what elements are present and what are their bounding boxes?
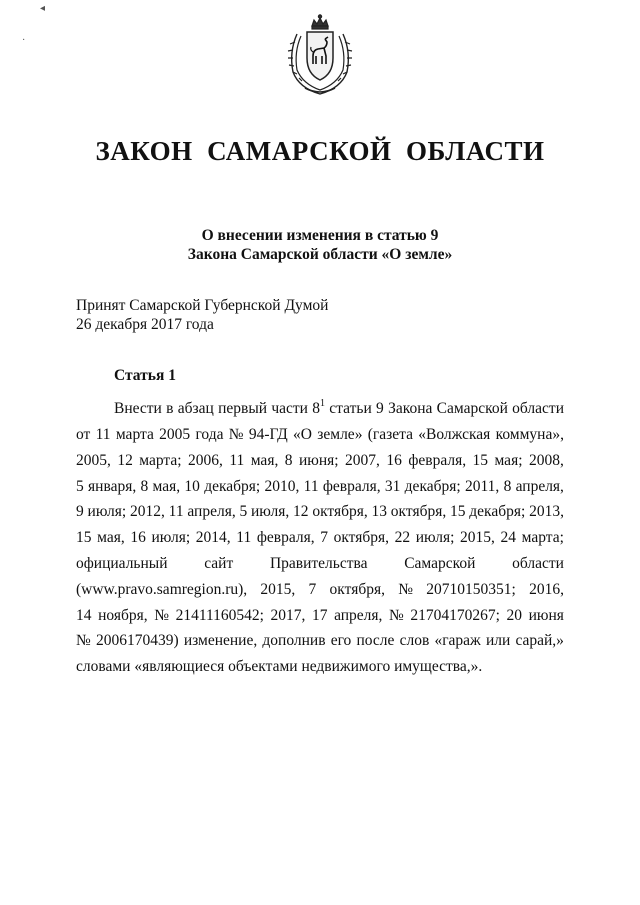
article-word: после: [356, 632, 395, 650]
article-line: [76, 448, 564, 474]
scan-speck: ·: [22, 35, 26, 46]
article-word: 11: [236, 529, 252, 547]
article-word: мая,: [152, 477, 181, 495]
article-word: июля;: [87, 503, 127, 521]
article-word: 11: [303, 477, 319, 495]
article-word: 9: [76, 503, 84, 521]
article-word: 20710150351;: [426, 580, 516, 598]
article-word: №: [228, 425, 244, 443]
article-word: октября,: [333, 529, 389, 547]
article-word: 21704170267;: [410, 606, 500, 624]
superscript: 1: [320, 398, 325, 409]
article-word: 8: [503, 477, 512, 495]
article-line: [76, 603, 564, 629]
article-word: октября,: [329, 580, 385, 598]
article-word: 2012,: [129, 503, 165, 521]
article-word: (www.pravo.samregion.ru),: [76, 580, 248, 598]
article-word: 5: [239, 503, 248, 521]
law-subject: [0, 226, 640, 264]
article-line: [76, 551, 564, 577]
article-line: [76, 499, 564, 525]
law-title: ЗАКОН САМАРСКОЙ ОБЛАСТИ: [95, 136, 545, 166]
article-word: 17: [312, 606, 328, 624]
article-word: 7: [308, 580, 317, 598]
article-word: 2015,: [460, 529, 495, 547]
article-word: 7: [320, 529, 328, 547]
article-word: 8: [140, 477, 149, 495]
article-word: 14: [76, 606, 92, 624]
article-word: марта;: [139, 451, 182, 469]
article-line: [76, 525, 564, 551]
law-subject-line: Закона Самарской области «О земле»: [187, 246, 453, 263]
article-word: 21411160542;: [175, 606, 264, 624]
scan-speck: ◂: [40, 3, 46, 14]
article-line: [76, 392, 564, 422]
adoption-body: Принят Самарской Губернской Думой: [76, 297, 329, 314]
article-word: 2015,: [260, 580, 296, 598]
article-word: «О: [293, 425, 312, 443]
article-word: ноября,: [98, 606, 148, 624]
article-word: апреля,: [515, 477, 564, 495]
article-word: от: [76, 425, 91, 443]
article-word: декабря;: [204, 477, 261, 495]
article-word: июля;: [151, 529, 191, 547]
article-word: декабря;: [404, 477, 461, 495]
article-word: января,: [88, 477, 137, 495]
article-word: 11: [229, 451, 245, 469]
article-line: [76, 474, 564, 500]
article-word: мая,: [97, 529, 125, 547]
article-word: 2005,: [76, 451, 111, 469]
article-word: июня;: [298, 451, 339, 469]
article-word: «гараж: [434, 632, 481, 650]
article-word: 24: [500, 529, 517, 547]
adoption-date: 26 декабря 2017 года: [76, 316, 214, 333]
article-word: 2005: [159, 425, 191, 443]
article-word: 2006,: [188, 451, 223, 469]
article-word: марта: [115, 425, 154, 443]
article-word: 2017,: [270, 606, 306, 624]
article-word: (газета: [367, 425, 413, 443]
article-word: №: [389, 606, 404, 624]
article-word: мая;: [494, 451, 523, 469]
article-word: февраля,: [408, 451, 467, 469]
article-word: Правительства: [269, 554, 368, 572]
article-word: декабря;: [469, 503, 526, 521]
article-word: 2008,: [528, 451, 564, 469]
article-word: сайт: [204, 554, 234, 572]
article-word: 8: [284, 451, 293, 469]
article-word: 15: [450, 503, 466, 521]
article-word: дополнив: [262, 632, 326, 650]
article-word: 2010,: [264, 477, 300, 495]
article-word: 2007,: [345, 451, 380, 469]
article-word: или: [485, 632, 511, 650]
article-word: 22: [394, 529, 411, 547]
article-word: июня: [528, 606, 564, 624]
article-word: 2006170439): [95, 632, 179, 650]
article-word: 2014,: [195, 529, 231, 547]
article-word: апреля,: [187, 503, 236, 521]
article-word: 2011,: [464, 477, 500, 495]
article-word: 10: [184, 477, 200, 495]
article-word: 12: [293, 503, 309, 521]
article-word: сарай,»: [515, 632, 564, 650]
coat-of-arms-icon: [277, 12, 363, 98]
article-word: 11: [168, 503, 184, 521]
article-word: года: [195, 425, 224, 443]
law-subject-line: О внесении изменения в статью 9: [201, 227, 439, 244]
article-word: Самарской: [404, 554, 476, 572]
article-word: 16: [386, 451, 402, 469]
article-body: [76, 392, 564, 680]
article-line-text: Внести в абзац первый части $8^1$ статьи 9 Закона Самарской области: [114, 398, 564, 418]
article-word: 15: [472, 451, 489, 469]
article-word: 15: [76, 529, 92, 547]
article-word: 16: [130, 529, 146, 547]
article-word: №: [398, 580, 414, 598]
article-word: изменение,: [183, 632, 258, 650]
article-word: 20: [506, 606, 523, 624]
article-word: июля;: [415, 529, 455, 547]
adoption-info: [76, 296, 328, 334]
article-word: 94-ГД: [248, 425, 288, 443]
article-word: коммуна»,: [495, 425, 564, 443]
article-word: области: [512, 554, 564, 572]
article-line: [76, 628, 564, 654]
article-word: марта;: [521, 529, 564, 547]
article-line: [76, 577, 564, 603]
article-word: №: [154, 606, 169, 624]
article-line: словами «являющиеся объектами недвижимого имущества,».: [76, 658, 483, 676]
article-word: «Волжская: [418, 425, 491, 443]
article-word: 13: [371, 503, 388, 521]
article-word: октября,: [390, 503, 447, 521]
article-word: июля,: [251, 503, 290, 521]
article-word: 5: [76, 477, 84, 495]
article-line: [76, 422, 564, 448]
article-lines: [76, 422, 564, 654]
article-word: 12: [117, 451, 133, 469]
article-word: 2016,: [529, 580, 564, 598]
article-title: Статья 1: [114, 367, 176, 384]
article-word: официальный: [76, 554, 168, 572]
article-word: февраля,: [256, 529, 315, 547]
article-word: земле»: [317, 425, 363, 443]
article-word: слов: [399, 632, 430, 650]
article-word: 2013,: [529, 503, 564, 521]
article-word: 11: [95, 425, 111, 443]
article-word: его: [330, 632, 352, 650]
article-word: февраля,: [322, 477, 381, 495]
article-word: 31: [384, 477, 401, 495]
article-word: №: [76, 632, 91, 650]
article-word: октября,: [312, 503, 368, 521]
article-word: мая,: [250, 451, 279, 469]
article-word: апреля,: [334, 606, 383, 624]
